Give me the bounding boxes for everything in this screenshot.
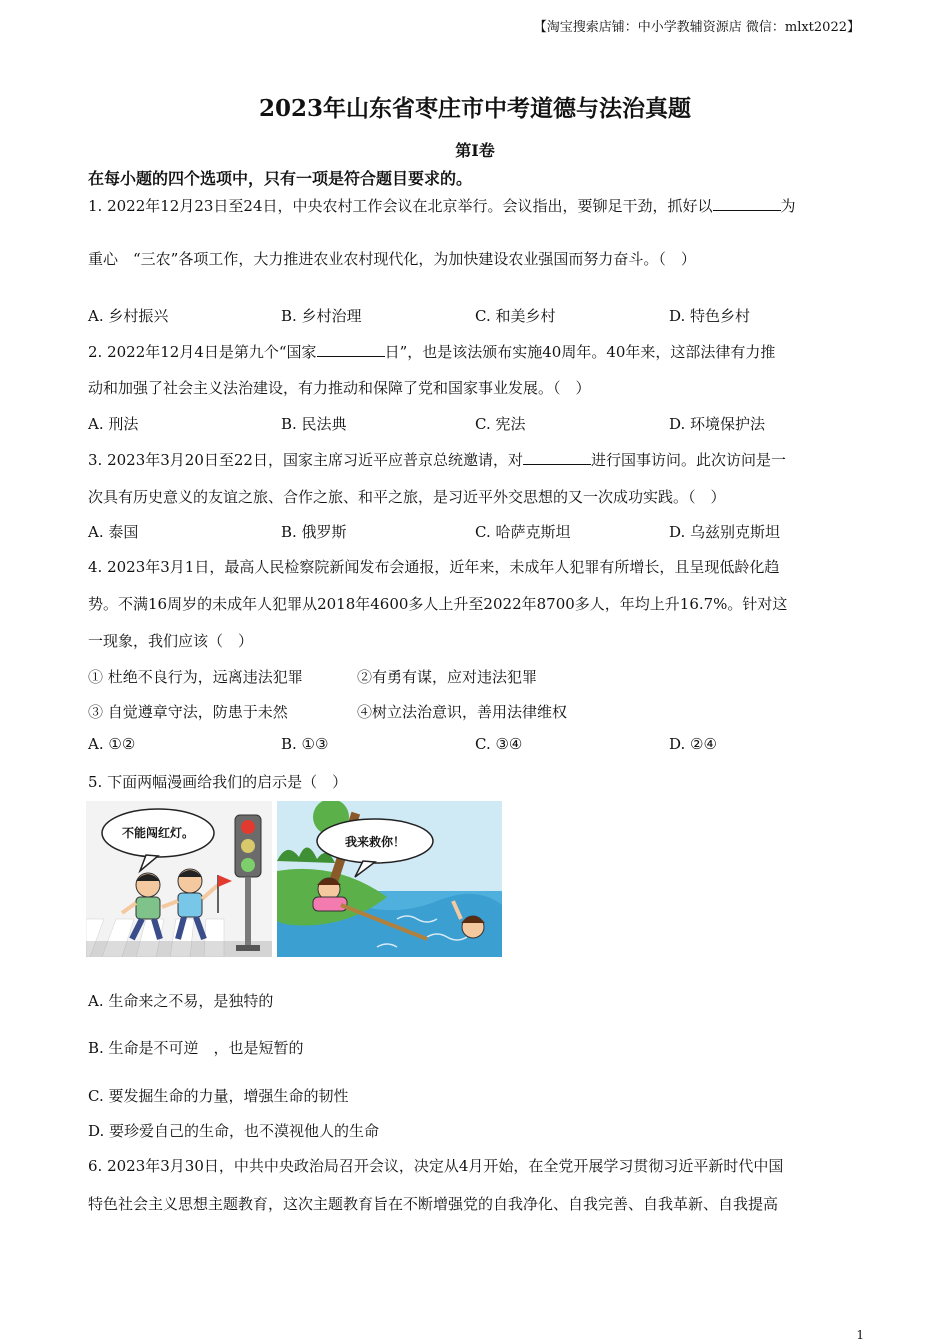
q3-text-b: 进行国事访问。此次访问是一 bbox=[590, 451, 786, 469]
q3-blank bbox=[523, 450, 591, 465]
q1-option-c: C. 和美乡村 bbox=[475, 307, 556, 325]
comic-traffic-light bbox=[86, 801, 272, 957]
q4-line3: 一现象，我们应该（ ） bbox=[88, 632, 254, 650]
q2-option-b: B. 民法典 bbox=[281, 415, 347, 433]
q3-line2: 次具有历史意义的友谊之旅、合作之旅、和平之旅，是习近平外交思想的又一次成功实践。（ ） bbox=[88, 488, 726, 506]
q3-text-a: 3. 2023年3月20日至22日，国家主席习近平应普京总统邀请，对 bbox=[88, 451, 523, 469]
q4-item-1: ① 杜绝不良行为，远离违法犯罪 bbox=[88, 668, 303, 686]
page-title: 2023年山东省枣庄市中考道德与法治真题 bbox=[258, 95, 691, 122]
q5-option-a: A. 生命来之不易，是独特的 bbox=[88, 992, 274, 1010]
comic-rescue bbox=[277, 801, 502, 957]
q2-blank bbox=[317, 342, 385, 357]
q3-option-a: A. 泰国 bbox=[88, 523, 139, 541]
q3-option-d: D. 乌兹别克斯坦 bbox=[669, 523, 781, 541]
q2-text-b: 日”，也是该法颁布实施40周年。40年来，这部法律有力推 bbox=[384, 343, 776, 361]
q5-stem: 5. 下面两幅漫画给我们的启示是（ ） bbox=[88, 773, 348, 791]
q5-option-d: D. 要珍爱自己的生命，也不漠视他人的生命 bbox=[88, 1122, 380, 1140]
volume-label: 第Ⅰ卷 bbox=[455, 141, 495, 160]
q2-option-a: A. 刑法 bbox=[88, 415, 139, 433]
q3-option-c: C. 哈萨克斯坦 bbox=[475, 523, 571, 541]
q6-line2: 特色社会主义思想主题教育，这次主题教育旨在不断增强党的自我净化、自我完善、自我革新、自我提高 bbox=[88, 1195, 779, 1213]
q6-line1: 6. 2023年3月30日，中共中央政治局召开会议，决定从4月开始，在全党开展学习贯彻习近平新时代中国 bbox=[88, 1157, 784, 1175]
q1-line1 bbox=[88, 195, 796, 216]
page-number: 1 bbox=[856, 1328, 864, 1342]
q4-item-4: ④树立法治意识，善用法律维权 bbox=[357, 703, 568, 721]
q4-option-c: C. ③④ bbox=[475, 735, 523, 753]
q1-option-a: A. 乡村振兴 bbox=[88, 307, 169, 325]
q5-option-c: C. 要发掘生命的力量，增强生命的韧性 bbox=[88, 1087, 349, 1105]
q4-option-b: B. ①③ bbox=[281, 735, 329, 753]
q5-option-b: B. 生命是不可逆 ，也是短暂的 bbox=[88, 1039, 304, 1057]
instructions: 在每小题的四个选项中，只有一项是符合题目要求的。 bbox=[88, 169, 473, 188]
q1-text-b: 为 bbox=[780, 197, 796, 215]
q4-item-3: ③ 自觉遵章守法，防患于未然 bbox=[88, 703, 288, 721]
comic2-speech-text: 我来救你！ bbox=[344, 835, 406, 849]
q1-blank bbox=[713, 196, 781, 211]
traffic-light-illustration bbox=[86, 801, 272, 957]
page-header: 【淘宝搜索店铺：中小学教辅资源店 微信：mlxt2022】 bbox=[533, 20, 860, 35]
q2-line2: 动和加强了社会主义法治建设，有力推动和保障了党和国家事业发展。（ ） bbox=[88, 379, 591, 397]
q4-option-d: D. ②④ bbox=[669, 735, 717, 753]
q1-option-d: D. 特色乡村 bbox=[669, 307, 751, 325]
rescue-illustration bbox=[277, 801, 502, 957]
q1-text-a: 1. 2022年12月23日至24日，中央农村工作会议在北京举行。会议指出，要铆足干劲，抓好以 bbox=[88, 197, 713, 215]
q2-option-c: C. 宪法 bbox=[475, 415, 526, 433]
q4-item-2: ②有勇有谋，应对违法犯罪 bbox=[357, 668, 538, 686]
q3-option-b: B. 俄罗斯 bbox=[281, 523, 347, 541]
q4-line1: 4. 2023年3月1日，最高人民检察院新闻发布会通报，近年来，未成年人犯罪有所增长，且呈现低龄化趋 bbox=[88, 558, 780, 576]
q1-line2: 重心 “三农”各项工作，大力推进农业农村现代化，为加快建设农业强国而努力奋斗。（ ） bbox=[88, 250, 696, 268]
q4-option-a: A. ①② bbox=[88, 735, 136, 753]
q2-text-a: 2. 2022年12月4日是第九个“国家 bbox=[88, 343, 317, 361]
comic1-speech-text: 不能闯红灯。 bbox=[121, 826, 195, 840]
q3-line1 bbox=[88, 449, 786, 470]
q2-option-d: D. 环境保护法 bbox=[669, 415, 766, 433]
q4-line2: 势。不满16周岁的未成年人犯罪从2018年4600多人上升至2022年8700多人，年均上升16.7%。针对这 bbox=[88, 595, 788, 613]
q1-option-b: B. 乡村治理 bbox=[281, 307, 362, 325]
q2-line1 bbox=[88, 341, 775, 362]
